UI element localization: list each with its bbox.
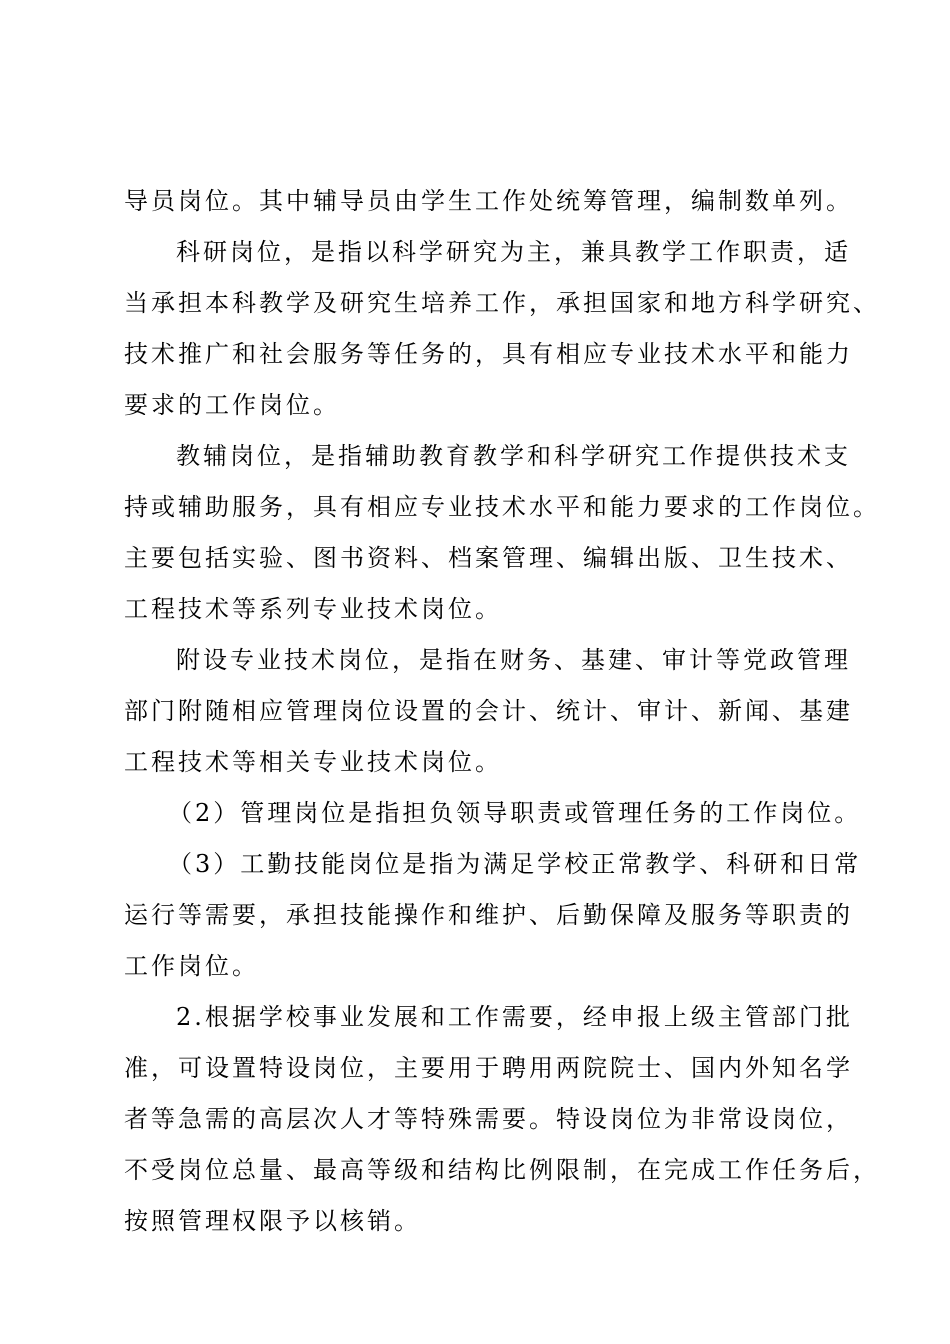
text-line: 当承担本科教学及研究生培养工作，承担国家和地方科学研究、 [124,289,880,317]
text-line: 主要包括实验、图书资料、档案管理、编辑出版、卫生技术、 [124,544,853,572]
text-line: 导员岗位。其中辅导员由学生工作处统筹管理，编制数单列。 [124,187,853,215]
text-line: 准，可设置特设岗位，主要用于聘用两院院士、国内外知名学 [124,1054,853,1082]
text-line: 持或辅助服务，具有相应专业技术水平和能力要求的工作岗位。 [124,493,880,521]
text-line: 工作岗位。 [124,952,259,980]
text-line: 部门附随相应管理岗位设置的会计、统计、审计、新闻、基建 [124,697,853,725]
text-line: 不受岗位总量、最高等级和结构比例限制，在完成工作任务后， [124,1156,880,1184]
text-line: 2.根据学校事业发展和工作需要，经申报上级主管部门批 [176,1003,853,1031]
text-line: 者等急需的高层次人才等特殊需要。特设岗位为非常设岗位， [124,1105,853,1133]
document-body [124,176,880,1247]
text-line: （2）管理岗位是指担负领导职责或管理任务的工作岗位。 [168,799,862,827]
text-line: 要求的工作岗位。 [124,391,340,419]
text-line: 附设专业技术岗位，是指在财务、基建、审计等党政管理 [176,646,851,674]
text-line: 运行等需要，承担技能操作和维护、后勤保障及服务等职责的 [124,901,853,929]
text-line: 工程技术等相关专业技术岗位。 [124,748,502,776]
text-line: 教辅岗位，是指辅助教育教学和科学研究工作提供技术支 [176,442,851,470]
text-line: 技术推广和社会服务等任务的，具有相应专业技术水平和能力 [124,340,853,368]
text-line: 科研岗位，是指以科学研究为主，兼具教学工作职责，适 [176,238,851,266]
text-line: （3）工勤技能岗位是指为满足学校正常教学、科研和日常 [168,850,862,878]
text-line: 按照管理权限予以核销。 [124,1207,421,1235]
text-line: 工程技术等系列专业技术岗位。 [124,595,502,623]
